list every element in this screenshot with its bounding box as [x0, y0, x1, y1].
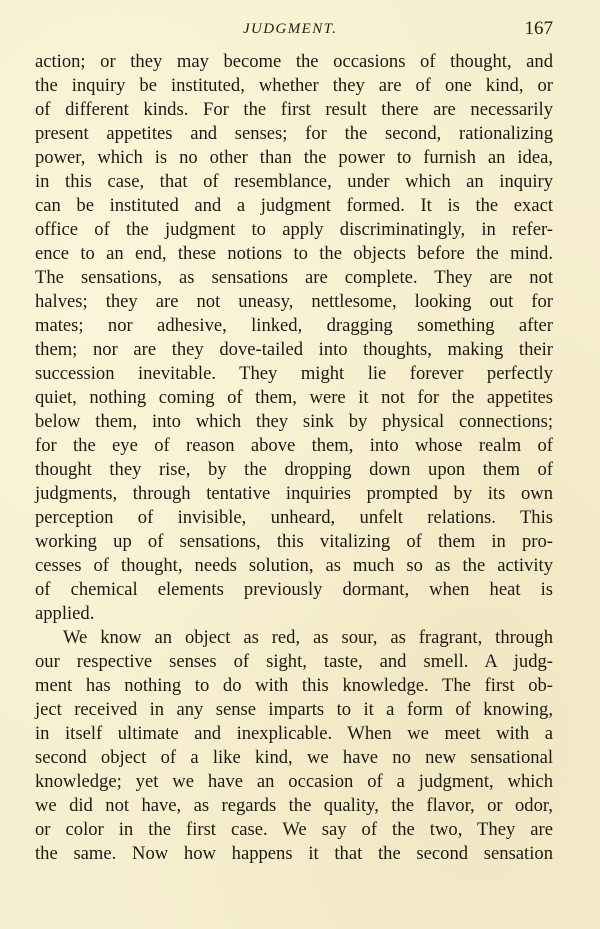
text-line: below them, into which they sink by physical connections; [35, 411, 553, 432]
paragraph-1 [35, 50, 553, 626]
text-line: our respective senses of sight, taste, and smell. A judg- [35, 651, 553, 672]
running-head [35, 18, 553, 45]
text-line: ject received in any sense imparts to it a form of knowing, [35, 699, 553, 720]
text-line: present appetites and senses; for the second, rationalizing [35, 123, 553, 144]
text-line: thought they rise, by the dropping down upon them of [35, 459, 553, 480]
text-line: of chemical elements previously dormant, when heat is [35, 579, 553, 600]
text-line: The sensations, as sensations are complete. They are not [35, 267, 553, 288]
body-text [35, 50, 553, 866]
text-line: ment has nothing to do with this knowledge. The first ob- [35, 675, 553, 696]
text-line: them; nor are they dove-tailed into thoughts, making their [35, 339, 553, 360]
text-line: succession inevitable. They might lie forever perfectly [35, 363, 553, 384]
running-title: JUDGMENT. [243, 21, 338, 37]
text-line: in itself ultimate and inexplicable. When we meet with a [35, 723, 553, 744]
text-line: can be instituted and a judgment formed. It is the exact [35, 195, 553, 216]
text-line: second object of a like kind, we have no new sensational [35, 747, 553, 768]
page-number: 167 [524, 18, 553, 39]
text-line: for the eye of reason above them, into whose realm of [35, 435, 553, 456]
text-line: of different kinds. For the first result there are necessarily [35, 99, 553, 120]
text-line: power, which is no other than the power to furnish an idea, [35, 147, 553, 168]
text-line: the inquiry be instituted, whether they are of one kind, or [35, 75, 553, 96]
text-line: We know an object as red, as sour, as fragrant, through [63, 627, 553, 648]
text-line: working up of sensations, this vitalizing of them in pro- [35, 531, 553, 552]
text-line: quiet, nothing coming of them, were it not for the appetites [35, 387, 553, 408]
text-line: cesses of thought, needs solution, as much so as the activity [35, 555, 553, 576]
text-line: ence to an end, these notions to the objects before the mind. [35, 243, 553, 264]
text-line: or color in the first case. We say of the two, They are [35, 819, 553, 840]
text-line: office of the judgment to apply discriminatingly, in refer- [35, 219, 553, 240]
text-line: in this case, that of resemblance, under which an inquiry [35, 171, 553, 192]
text-line: applied. [35, 603, 95, 624]
text-line: action; or they may become the occasions of thought, and [35, 51, 553, 72]
text-line: we did not have, as regards the quality, the flavor, or odor, [35, 795, 553, 816]
text-line: halves; they are not uneasy, nettlesome, looking out for [35, 291, 553, 312]
paragraph-2 [35, 626, 553, 866]
text-line: the same. Now how happens it that the second sensation [35, 843, 553, 864]
text-line: perception of invisible, unheard, unfelt relations. This [35, 507, 553, 528]
text-line: mates; nor adhesive, linked, dragging something after [35, 315, 553, 336]
text-line: judgments, through tentative inquiries prompted by its own [35, 483, 553, 504]
text-line: knowledge; yet we have an occasion of a judgment, which [35, 771, 553, 792]
